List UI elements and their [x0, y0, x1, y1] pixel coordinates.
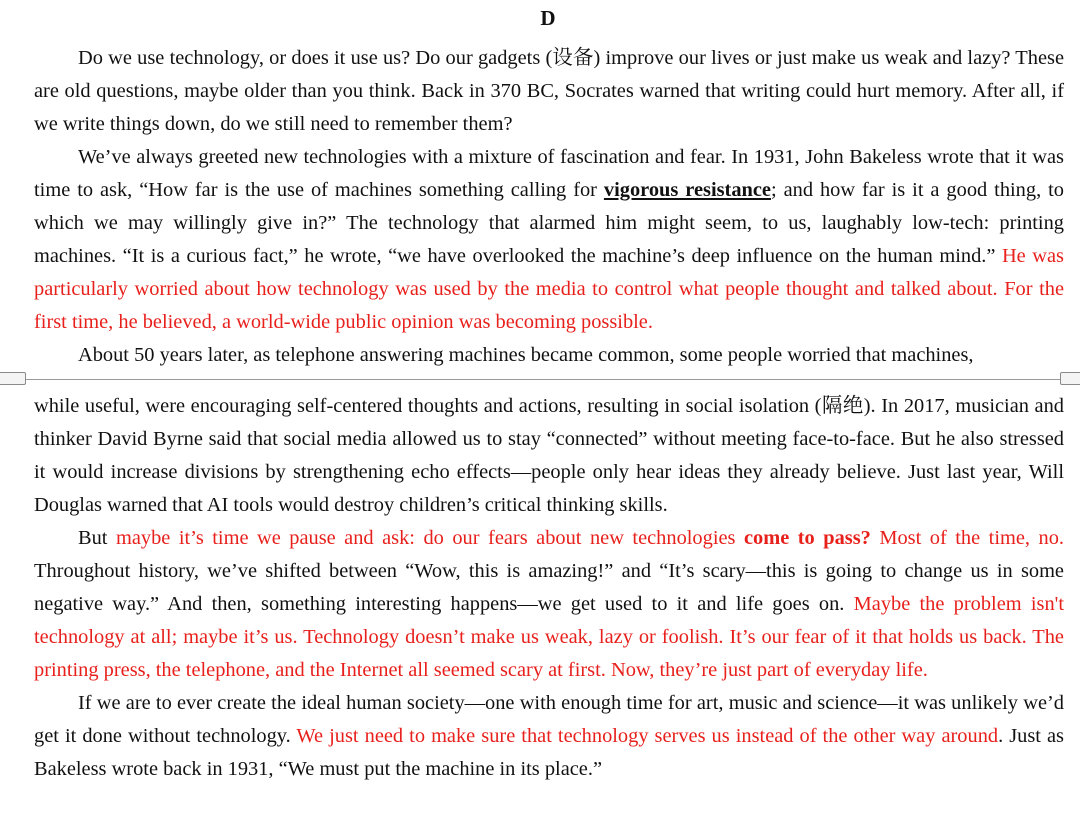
paragraph-1: Do we use technology, or does it use us? Do our gadgets (设备) improve our lives or just make us weak and lazy? These are old questions, maybe older than you think. Back in 370 BC, Socrates warned that writing could hurt memory. After all, if we write things down, do we still need to remember them?: [34, 47, 1064, 135]
paragraph-5: [34, 687, 1064, 786]
page-top: [0, 0, 1080, 372]
paragraph-3-continued: while useful, were encouraging self-centered thoughts and actions, resulting in social isolation (隔绝). In 2017, musician and thinker David Byrne said that social media allowed us to stay “connected” without meeting face-to-face. But he also stressed it would increase divisions by strengthening echo effects—people only hear ideas they already believe. Just last year, Will Douglas warned that AI tools would destroy children’s critical thinking skills.: [34, 395, 1064, 516]
underlined-phrase: vigorous resistance: [603, 179, 771, 201]
paragraph-2-text-b: ; and how far is it a good thing, to which we may willingly give in?” The technology that alarmed him might seem, to us, laughably low-tech: printing machines. “It is a curious fact,” he wrote, “we have overlooked the machine’s deep influence on the human mind.”: [34, 179, 1064, 267]
page-break-divider[interactable]: [0, 372, 1080, 386]
page-break-right-handle[interactable]: [1060, 372, 1080, 385]
paragraph-2: [34, 141, 1064, 339]
highlighted-question: maybe it’s time we pause and ask: do our fears about new technologies: [115, 527, 744, 549]
paragraph-5-text-a: If we are to ever create the ideal human society—one with enough time for art, music and science—it was unlikely we’d get it done without technology.: [34, 692, 1064, 747]
bold-highlighted-phrase: come to pass?: [743, 527, 871, 549]
passage-body-top: [34, 42, 1064, 372]
paragraph-4-text-b: Throughout history, we’ve shifted between “Wow, this is amazing!” and “It’s scary—this is going to change us in some negative way.” And then, something interesting happens—we get used to it and life goes on.: [34, 560, 1064, 615]
highlighted-final-sentence: We just need to make sure that technology serves us instead of the other way around: [296, 725, 999, 747]
paragraph-2-text-a: We’ve always greeted new technologies with a mixture of fascination and fear. In 1931, John Bakeless wrote that it was time to ask, “How far is the use of machines something calling for: [34, 146, 1064, 201]
page-break-left-handle[interactable]: [0, 372, 26, 385]
page-bottom: [0, 386, 1080, 819]
highlighted-sentence: He was particularly worried about how technology was used by the media to control what people thought and talked about. For the first time, he believed, a world-wide public opinion was becoming possible.: [34, 245, 1064, 333]
passage-body-bottom: [34, 390, 1064, 786]
paragraph-4-text-a: But: [78, 527, 116, 549]
highlighted-conclusion: Maybe the problem isn't technology at all; maybe it’s us. Technology doesn’t make us weak, lazy or foolish. It’s our fear of it that holds us back. The printing press, the telephone, and the Internet all seemed scary at first. Now, they’re just part of everyday life.: [34, 593, 1064, 681]
paragraph-5-text-b: . Just as Bakeless wrote back in 1931, “We must put the machine in its place.”: [34, 725, 1064, 780]
paragraph-3-start: About 50 years later, as telephone answering machines became common, some people worried that machines,: [78, 344, 974, 366]
page-break-line: [0, 379, 1080, 380]
paragraph-4: [34, 522, 1064, 687]
highlighted-answer: Most of the time, no.: [870, 527, 1064, 549]
passage-heading: D: [540, 6, 556, 30]
